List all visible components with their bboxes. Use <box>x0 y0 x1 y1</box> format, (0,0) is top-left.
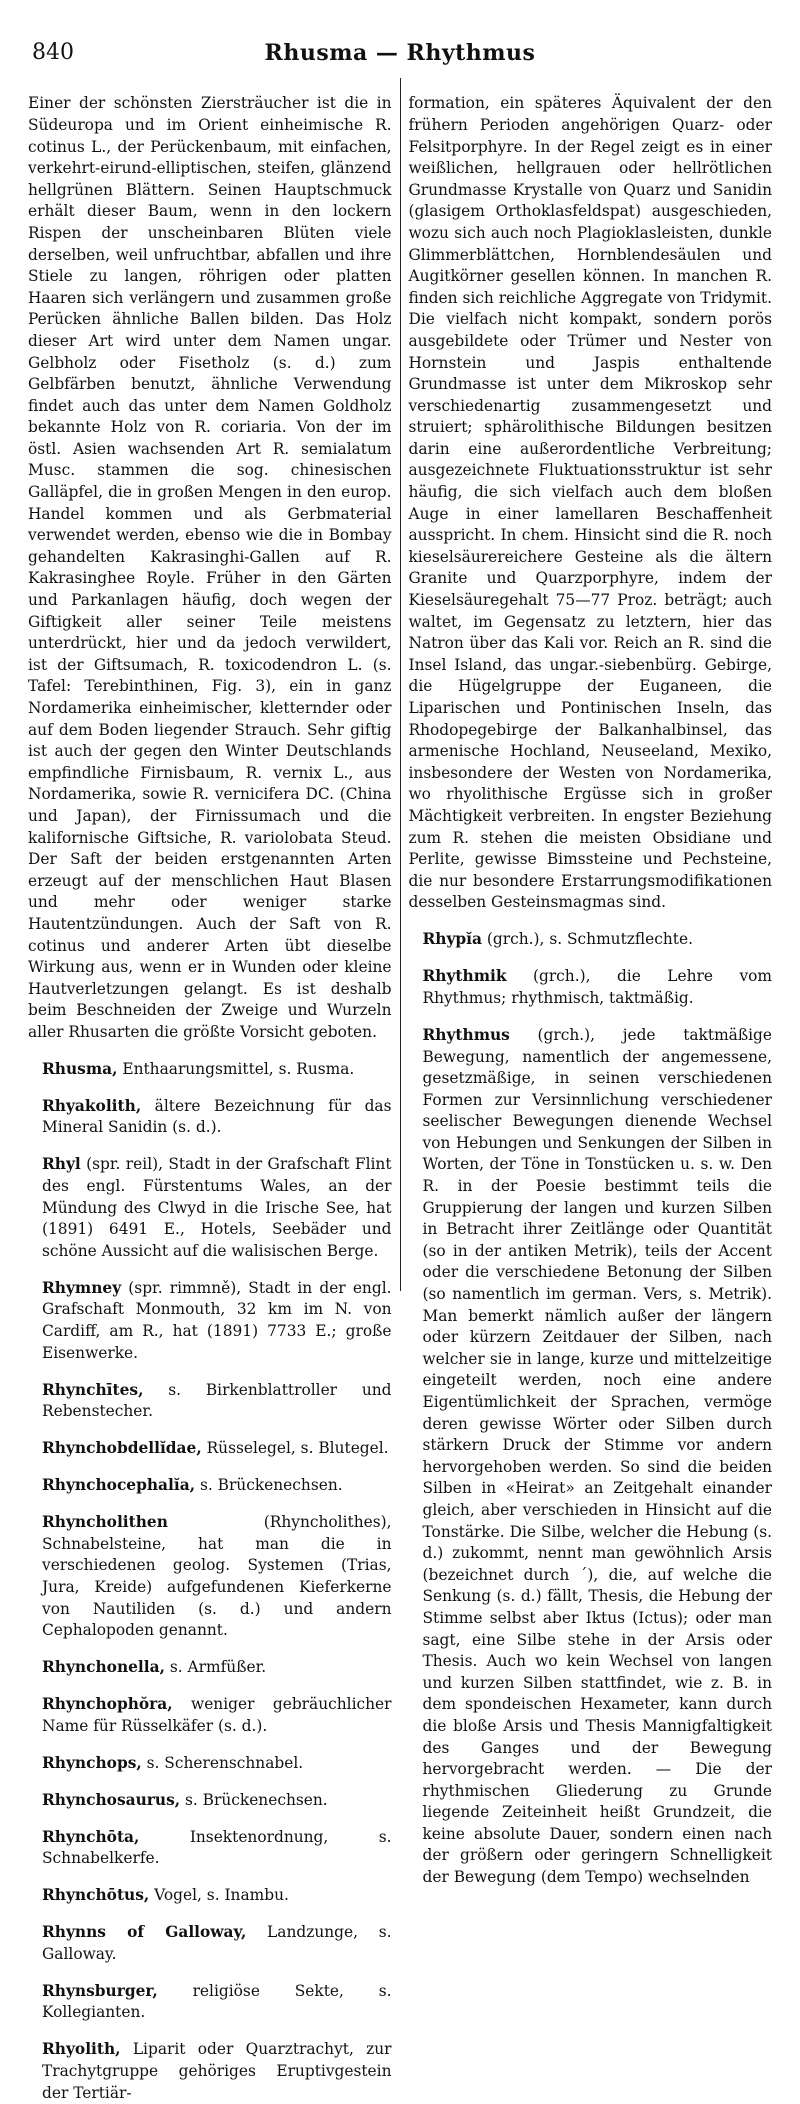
dictionary-entry <box>408 966 772 1009</box>
entry-text: (Rhyncholithes), Schnabelsteine, hat man die in verschiedenen geolog. Systemen (Trias, Jura, Kreide) aufgefundenen Kieferkerne von Nautiliden (s. d.) und andern Cephalopoden genannt. <box>42 1513 392 1640</box>
dictionary-entry <box>28 1512 392 1642</box>
entry-text: Enthaarungsmittel, s. Rusma. <box>117 1059 355 1078</box>
dictionary-entry <box>28 1278 392 1364</box>
entry-headword: Rhyncholithen <box>42 1513 168 1532</box>
rhus-continued-paragraph: Einer der schönsten Ziersträucher ist die in Südeuropa und im Orient einheimische R. cotinus L., der Perückenbaum, mit einfachen, verkehrt-eirund-elliptischen, steifen, glänzend hellgrünen Blättern. Seinen Hauptschmuck erhält dieser Baum, wenn in den lockern Rispen der unscheinbaren Blüten viele derselben, weil unfruchtbar, abfallen und ihre Stiele zu langen, röhrigen oder platten Haaren sich verlängern und zusammen große Perücken ähnliche Ballen bilden. Das Holz dieser Art wird unter dem Namen ungar. Gelbholz oder Fisetholz (s. d.) zum Gelbfärben benutzt, ähnliche Verwendung findet auch das unter dem Namen Goldholz bekannte Holz von R. coriaria. Von der im östl. Asien wachsenden Art R. semialatum Musc. stammen die sog. chinesischen Galläpfel, die in großen Mengen in den europ. Handel kommen und als Gerbmaterial verwendet werden, ebenso wie die in Bombay gehandelten Kakrasinghi-Gallen auf R. Kakrasinghee Royle. Früher in den Gärten und Parkanlagen häufig, doch wegen der Giftigkeit aller seiner Teile meistens unterdrückt, hier und da jedoch verwildert, ist der Giftsumach, R. toxicodendron L. (s. Tafel: Terebinthinen, Fig. 3), ein in ganz Nordamerika einheimischer, kletternder oder auf dem Boden liegender Strauch. Sehr giftig ist auch der gegen den Winter Deutschlands empfindliche Firnisbaum, R. vernix L., aus Nordamerika, sowie R. vernicifera DC. (China und Japan), der Firnissumach und die kalifornische Giftsiche, R. variolobata Steud. Der Saft der beiden erstgenannten Arten erzeugt auf der menschlichen Haut Blasen und mehr oder weniger starke Hautentzündungen. Auch der Saft von R. cotinus und anderer Arten übt dieselbe Wirkung aus, wenn er in Wunden oder kleine Hautverletzungen gelangt. Es ist deshalb beim Beschneiden der Zweige und Wurzeln aller Rhusarten die größte Vorsicht geboten. <box>28 94 392 1041</box>
entry-headword: Rhynchonella, <box>42 1658 165 1677</box>
dictionary-entry <box>28 1438 392 1460</box>
entry-headword: Rhynchophŏra, <box>42 1695 173 1714</box>
dictionary-entry <box>28 1694 392 1737</box>
dictionary-entry <box>28 1657 392 1679</box>
page-header <box>28 40 772 68</box>
entry-headword: Rhyolith, <box>42 2040 121 2059</box>
dictionary-entry <box>28 1827 392 1870</box>
entry-text: religiöse Sekte, s. Kollegianten. <box>42 1981 392 2022</box>
entry-headword: Rhyl <box>42 1155 81 1174</box>
entry-headword: Rhypĭa <box>422 930 482 949</box>
entry-text: Vogel, s. Inambu. <box>149 1886 289 1905</box>
entry-headword: Rhynchobdellĭdae, <box>42 1439 202 1458</box>
entry-text: (grch.), jede taktmäßige Bewegung, namentlich der angemessene, gesetzmäßige, in seinen verschiedenen Formen zur Versinnlichung verschiedener seelischer Bewegungen dienende Wechsel von Hebungen und Senkungen der Silben in Worten, der Töne in Tonstücken u. s. w. Den R. in der Poesie bestimmt teils die Gruppierung der langen und kurzen Silben in Betracht ihrer Zeitlänge oder Quantität (so in der antiken Metrik), teils der Accent oder die verschiedene Betonung der Silben (so namentlich im german. Vers, s. Metrik). Man bemerkt nämlich außer der längern oder kürzern Zeitdauer der Silben, nach welcher sie in lange, kurze und mittelzeitige eingeteilt werden, noch eine andere Eigentümlichkeit der Sprachen, vermöge deren gewisse Wörter oder Silben durch stärkern Druck der Stimme vor andern hervorgehoben werden. So sind die beiden Silben in «Heirat» an Zeitgehalt einander gleich, aber verschieden in Hinsicht auf die Tonstärke. Die Silbe, welcher die Hebung (s. d.) zukommt, nennt man gewöhnlich Arsis (bezeichnet durch ´), die, auf welche die Senkung (s. d.) fällt, Thesis, die Hebung der Stimme selbst aber Iktus (Ictus); oder man sagt, eine Silbe stehe in der Arsis oder Thesis. Auch wo kein Wechsel von langen und kurzen Silben stattfindet, wie z. B. in dem spondeischen Hexameter, kann durch die bloße Arsis und Thesis Mannigfaltigkeit des Ganges und der Bewegung hervorgebracht werden. — Die der rhythmischen Gliederung zu Grunde liegende Zeiteinheit heißt Grundzeit, die keine absolute Dauer, sondern einen nach der größern oder geringern Schnelligkeit der Bewegung (dem Tempo) wechselnden <box>422 1025 772 1887</box>
dictionary-entry <box>28 1922 392 1965</box>
entry-text: (spr. rimmně), Stadt in der engl. Grafschaft Monmouth, 32 km im N. von Cardiff, am R., hat (1891) 7733 E.; große Eisenwerke. <box>42 1278 392 1362</box>
entry-text: s. Scherenschnabel. <box>141 1753 304 1772</box>
entry-headword: Rhynchosaurus, <box>42 1790 181 1809</box>
entry-text: weniger gebräuchlicher Name für Rüsselkäfer (s. d.). <box>42 1695 392 1735</box>
dictionary-entry <box>28 1885 392 1907</box>
entry-headword: Rhynchōta, <box>42 1827 140 1846</box>
entry-text: s. Birkenblattroller und Rebenstecher. <box>42 1380 392 1421</box>
dictionary-entry <box>28 1753 392 1775</box>
entry-text: (grch.), s. Schmutzflechte. <box>482 930 693 949</box>
entry-headword: Rhythmus <box>422 1025 510 1044</box>
entry-text: Liparit oder Quarztrachyt, zur Trachytgruppe gehöriges Eruptivgestein der Tertiär- <box>42 2040 392 2102</box>
dictionary-entry <box>28 2039 392 2104</box>
entry-text: (grch.), die Lehre vom Rhythmus; rhythmisch, taktmäßig. <box>422 967 772 1007</box>
entry-headword: Rhusma, <box>42 1059 118 1078</box>
entry-headword: Rhynns of Galloway, <box>42 1923 247 1942</box>
entry-text: Insektenordnung, s. Schnabelkerfe. <box>42 1827 392 1868</box>
entry-text: Rüsselegel, s. Blutegel. <box>201 1439 389 1458</box>
right-entries <box>408 929 772 1888</box>
entry-headword: Rhynchops, <box>42 1753 142 1772</box>
dictionary-entry <box>28 1154 392 1262</box>
entry-headword: Rhynchōtus, <box>42 1886 150 1905</box>
dictionary-entry <box>28 1790 392 1812</box>
text-columns <box>28 78 772 2102</box>
entry-text: s. Brückenechsen. <box>195 1476 343 1495</box>
dictionary-entry <box>408 1025 772 1889</box>
right-column <box>408 78 772 1887</box>
entry-headword: Rhynsburger, <box>42 1981 158 2000</box>
running-title: Rhusma — Rhythmus <box>264 40 536 66</box>
entry-headword: Rhymney <box>42 1278 122 1297</box>
rhyolith-continued-paragraph: formation, ein späteres Äquivalent der den frühern Perioden angehörigen Quarz- oder Felsitporphyre. In der Regel zeigt es in einer weißlichen, hellgrauen oder hellrötlichen Grundmasse Krystalle von Quarz und Sanidin (glasigem Orthoklasfeldspat) ausgeschieden, wozu sich auch noch Plagioklasleisten, dunkle Glimmerblättchen, Hornblendesäulen und Augitkörner gesellen können. In manchen R. finden sich reichliche Aggregate von Tridymit. Die vielfach nicht kompakt, sondern porös ausgebildete oder Trümer und Nester von Hornstein und Jaspis enthaltende Grundmasse ist unter dem Mikroskop sehr verschiedenartig zusammengesetzt und struiert; sphärolithische Bildungen besitzen darin eine außerordentliche Verbreitung; ausgezeichnete Fluktuationsstruktur ist sehr häufig, die sich vielfach auch dem bloßen Auge in einer lamellaren Beschaffenheit ausspricht. In chem. Hinsicht sind die R. noch kieselsäurereichere Gesteine als die ältern Granite und Quarzporphyre, indem der Kieselsäuregehalt 75—77 Proz. beträgt; auch waltet, im Gegensatz zu letztern, hier das Natron über das Kali vor. Reich an R. sind die Insel Island, das ungar.-siebenbürg. Gebirge, die Hügelgruppe der Euganeen, die Liparischen und Pontinischen Inseln, das Rhodopegebirge der Balkanhalbinsel, das armenische Hochland, Neuseeland, Mexiko, insbesondere der Westen von Nordamerika, wo rhyolithische Ergüsse sich in großer Mächtigkeit verbreiten. In engster Beziehung zum R. stehen die meisten Obsidiane und Perlite, gewisse Bimssteine und Pechsteine, die nur besondere Erstarrungsmodifikationen desselben Gesteinsmagmas sind. <box>408 94 772 912</box>
dictionary-entry <box>28 1380 392 1423</box>
dictionary-entry <box>28 1059 392 1081</box>
dictionary-entry <box>28 1475 392 1497</box>
column-divider <box>400 78 401 1291</box>
entry-headword: Rhynchocephalĭa, <box>42 1476 196 1495</box>
dictionary-entry <box>28 1981 392 2024</box>
entry-headword: Rhyakolith, <box>42 1096 142 1115</box>
page-number: 840 <box>32 40 74 65</box>
left-column <box>28 78 392 2102</box>
dictionary-entry <box>408 929 772 951</box>
entry-text: ältere Bezeichnung für das Mineral Sanidin (s. d.). <box>42 1096 392 1137</box>
entry-headword: Rhythmik <box>422 967 507 986</box>
left-entries <box>28 1059 392 2104</box>
entry-text: (spr. reil), Stadt in der Grafschaft Flint des engl. Fürstentums Wales, an der Mündung des Clwyd in die Irische See, hat (1891) 6491 E., Hotels, Seebäder und schöne Aussicht auf die walisischen Berge. <box>42 1155 392 1260</box>
dictionary-entry <box>28 1096 392 1139</box>
entry-headword: Rhynchītes, <box>42 1380 144 1399</box>
entry-text: Landzunge, s. Galloway. <box>42 1923 392 1963</box>
entry-text: s. Brückenechsen. <box>180 1790 328 1809</box>
entry-text: s. Armfüßer. <box>164 1658 267 1677</box>
